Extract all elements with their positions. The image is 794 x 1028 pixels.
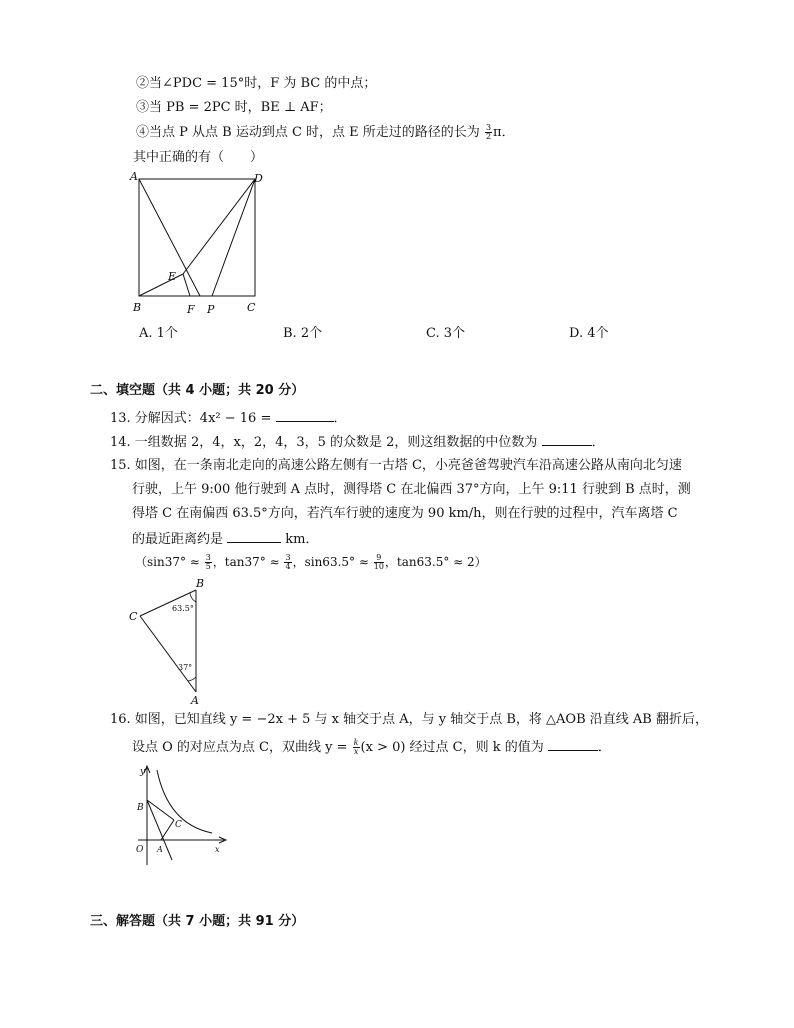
q14: [110, 431, 605, 453]
q15-line4: [132, 528, 319, 550]
q12-item2: ②当∠PDC = 15°时，F 为 BC 的中点；: [136, 76, 377, 91]
q15-hint-frac-1: $\frac{3}{5}$: [205, 553, 211, 571]
q15-answer-blank[interactable]: [227, 528, 281, 543]
q15-figure: [126, 574, 216, 709]
axis-x: x: [215, 845, 220, 854]
q16-end: ．: [597, 740, 611, 755]
choice-a[interactable]: A. 1个: [139, 326, 178, 341]
q16-line2: [132, 736, 611, 758]
section-3-heading: 三、解答题（共 7 小题；共 91 分）: [90, 914, 305, 929]
q14-answer-blank[interactable]: [542, 431, 592, 446]
q14-text: 14. 一组数据 2，4，x，2，4，3，5 的众数是 2，则这组数据的中位数为: [110, 435, 538, 450]
q13-answer-blank[interactable]: [276, 407, 334, 422]
q15-line3: 得塔 C 在南偏西 63.5°方向，若汽车行驶的速度为 90 km/h，则在行驶的过程中，汽车离塔 C: [132, 506, 678, 521]
choice-d[interactable]: D. 4个: [569, 326, 609, 341]
q16-figure: [130, 760, 230, 870]
q15-line2: 行驶，上午 9:00 他行驶到 A 点时，测得塔 C 在北偏西 37°方向，上午 9:11 行驶到 B 点时，测: [132, 482, 691, 497]
label-C: C: [129, 610, 138, 623]
q16-fraction: $\frac{k}{x}$: [353, 738, 359, 756]
label-P: P: [207, 303, 215, 316]
q13-text: 13. 分解因式：4x² − 16 =: [110, 411, 272, 426]
q16-answer-blank[interactable]: [548, 736, 598, 751]
choice-c[interactable]: C. 3个: [426, 326, 466, 341]
label-C: C: [247, 301, 256, 314]
origin-O: O: [136, 845, 144, 855]
label-E: E: [168, 270, 177, 283]
q13-end: ．: [333, 411, 347, 426]
q13: [110, 407, 347, 429]
angle-37: 37°: [178, 663, 193, 672]
q15-hint-frac-2: $\frac{3}{4}$: [285, 553, 291, 571]
axis-y: y: [140, 767, 146, 777]
q16-line1: 16. 如图，已知直线 y = −2x + 5 与 x 轴交于点 A，与 y 轴交于点 B，将 △AOB 沿直线 AB 翻折后，: [110, 712, 708, 727]
section-2-heading: 二、填空题（共 4 小题；共 20 分）: [90, 383, 305, 398]
q12-item4-pi: π．: [493, 125, 515, 140]
q15-line4-text: 的最近距离约是: [132, 532, 224, 547]
label-B: B: [133, 301, 142, 314]
q15-hint: （sin37° ≈ $\frac{3}{5}$ ，tan37° ≈ $\frac{3}{4}$ ，sin63.5° ≈ $\frac{9}{10}$ ，tan63.5° ≈ 2）: [135, 553, 487, 571]
choice-b[interactable]: B. 2个: [283, 326, 323, 341]
q16-line2-text: 设点 O 的对应点为点 C，双曲线 y =: [132, 740, 348, 755]
label-D: D: [254, 172, 263, 185]
q12-prompt: 其中正确的有（ ）: [133, 150, 264, 165]
point-A: A: [157, 845, 163, 854]
q12-item4-fraction: $\frac{3}{2}$: [485, 123, 492, 141]
point-C: C: [175, 820, 182, 830]
q12-item4-text: ④当点 P 从点 B 运动到点 C 时，点 E 所走过的路径的长为: [136, 125, 480, 140]
label-F: F: [187, 303, 195, 316]
q14-end: ．: [591, 435, 605, 450]
q12-figure: [128, 168, 268, 318]
q16-line2-rest: (x > 0) 经过点 C，则 k 的值为: [360, 740, 544, 755]
label-A: A: [191, 694, 199, 707]
label-B: B: [196, 577, 205, 590]
q15-hint-frac-3: $\frac{9}{10}$: [373, 553, 384, 571]
q12-item3: ③当 PB = 2PC 时，BE ⊥ AF；: [136, 100, 332, 115]
label-A: A: [130, 170, 138, 183]
angle-63-5: 63.5°: [172, 604, 194, 613]
q15-line1: 15. 如图，在一条南北走向的高速公路左侧有一古塔 C，小亮爸爸驾驶汽车沿高速公路从南向北匀速: [110, 458, 682, 473]
point-B: B: [137, 803, 144, 813]
q15-unit: km．: [285, 532, 319, 547]
q12-item4: [136, 123, 515, 143]
